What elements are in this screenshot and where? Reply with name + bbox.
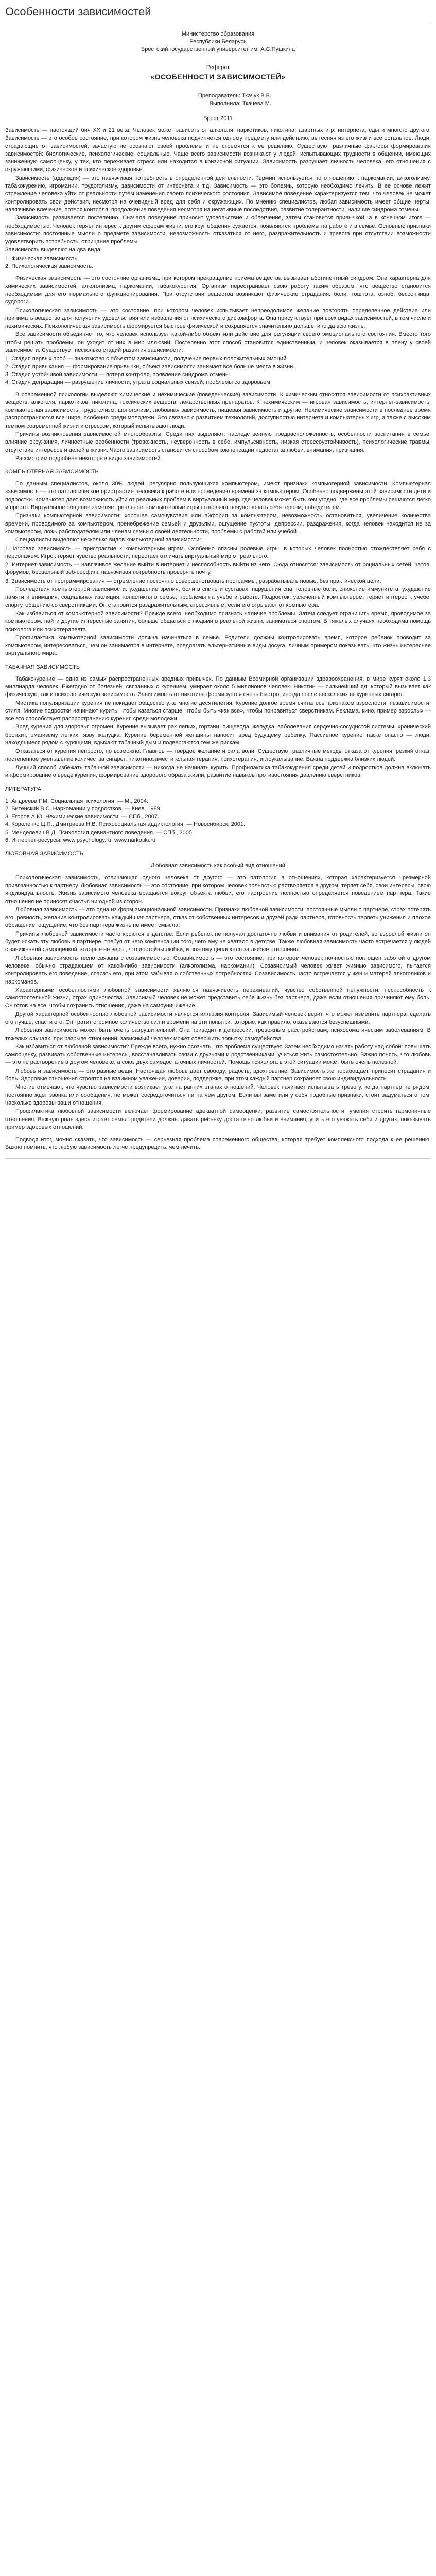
intro-section <box>5 127 431 270</box>
body-paragraph: Физическая зависимость — это состояние организма, при котором прекращение приема вещества вызывает абстинентный синдром. Она характерна для химических зависимостей: алкоголизма, наркомании, табакокурения. Организм перестраивает свою работу таким образом, что вещество становится необходимым для его нормального функционирования. При отсутствии вещества возникают физические страдания: боли, тошнота, озноб, бессонница, судороги. <box>5 275 431 306</box>
ministry-line: Министерство образования <box>181 31 255 37</box>
section-paragraph: 3. Зависимость от программирования — стремление постоянно совершенствовать программы, разрабатывать новые, без практической цели. <box>5 578 381 584</box>
section-paragraph: Любовная зависимость тесно связана с созависимостью. Созависимость — это состояние, при котором человек полностью поглощен заботой о другом человеке, обычно страдающем от какой-либо зависимости (алкоголизма, наркомании). Созависимый человек живет жизнью зависимого, пытается контролировать его поведение, спасать его, при этом забывая о собственных потребностях. Созависимость часто встречается у жен и матерей алкоголиков и наркоманов. <box>5 955 431 985</box>
section-paragraph: Как избавиться от любовной зависимости? Прежде всего, нужно осознать, что проблема существует. Затем необходимо начать работу над собой: повышать самооценку, развивать собственные интересы, восстанавливать связи с друзьями и родственниками, учиться жить самостоятельно. Важно понять, что любовь — это не растворение в другом человеке, а союз двух самодостаточных личностей. Помощь психолога в этой ситуации может быть очень полезной. <box>5 1043 431 1066</box>
teacher-line: Преподаватель: Ткачук В.В. <box>198 93 271 99</box>
section-heading: ТАБАЧНАЯ ЗАВИСИМОСТЬ <box>5 664 80 670</box>
reference-item: 1. Андреева Г.М. Социальная психология. — М., 2004. <box>5 798 148 804</box>
section-heading: ЛИТЕРАТУРА <box>5 786 41 792</box>
section-heading: ЛЮБОВНАЯ ЗАВИСИМОСТЬ <box>5 851 83 857</box>
closing-paragraph: Подводя итог, можно сказать, что зависимость — серьезная проблема современного общества, которая требует комплексного подхода к ее решению. Важно помнить, что любую зависимость легче предупредить, чем лечить. <box>5 1137 431 1151</box>
page-title: Особенности зависимостей <box>5 5 151 18</box>
section-paragraph: Любовная зависимость — это одна из форм эмоциональной зависимости. Признаки любовной зависимости: постоянные мысли о партнере, страх потерять его, ревность, желание контролировать каждый шаг партнера, отказ от собственных интересов и друзей ради партнера, готовность терпеть унижения и плохое обращение, ощущение, что без партнера жизнь не имеет смысла. <box>5 906 431 929</box>
tobacco-addiction-section <box>5 663 431 780</box>
references-section <box>5 785 431 845</box>
reference-item: 2. Битенский В.С. Наркомании у подростков. — Киев, 1989. <box>5 805 162 812</box>
body-paragraph: Психологическая зависимость — это состояние, при котором человек испытывает непреодолимое желание повторять определенное действие или принимать вещество для получения удовольствия или избавления от психического дискомфорта. Она присутствует при всех видах зависимостей, в том числе и нехимических. Психологическая зависимость формируется быстрее физической и сохраняется значительно дольше, иногда всю жизнь. <box>5 307 431 330</box>
body-paragraph: Причины возникновения зависимостей многообразны. Среди них выделяют: наследственную предрасположенность, особенности воспитания в семье, влияние окружения, личностные особенности (тревожность, неуверенность в себе, импульсивность, низкая стрессоустойчивость), психологические травмы, отсутствие интересов и целей в жизни. Часто зависимость становится способом компенсации недостатка любви, внимания, признания. <box>5 431 431 453</box>
intro-paragraph: Зависимость выделяют на два вида: <box>5 247 102 253</box>
body-section-a <box>5 275 431 386</box>
section-paragraph: Профилактика компьютерной зависимости должна начинаться в семье. Родители должны контролировать время, которое ребенок проводит за компьютером, интересоваться, чем он занимается в интернете, предлагать альтернативные виды досуга, личным примером показывать, что жизнь интереснее виртуального мира. <box>5 634 431 657</box>
university-line: Брестский государственный университет им. А.С.Пушкина <box>141 46 295 53</box>
section-subheading: Любовная зависимость как особый вид отношений <box>151 862 285 869</box>
reference-item: 6. Интернет-ресурсы: www.psychology.ru, www.narkotiki.ru <box>5 837 156 844</box>
section-heading: КОМПЬЮТЕРНАЯ ЗАВИСИМОСТЬ <box>5 469 99 476</box>
intro-paragraph: Зависимость развивается постепенно. Сначала поведение приносит удовольствие и облегчение, затем становится привычкой, а в конечном итоге — необходимостью. Человек теряет интерес к другим сферам жизни, его круг общения сужается, появляются проблемы на работе и в семье. Основные признаки зависимости: постоянные мысли о предмете зависимости, невозможность отказаться от него, раздражительность и тревога при отсутствии возможности удовлетворить потребность, отрицание проблемы. <box>5 215 431 245</box>
section-paragraph: Причины любовной зависимости часто кроются в детстве. Если ребенок не получал достаточно любви и внимания от родителей, во взрослой жизни он будет искать эту любовь в партнере, требуя от него компенсации того, чего ему не хватало в детстве. Также любовная зависимость часто встречается у людей с заниженной самооценкой, которые не верят, что достойны любви, и поэтому цепляются за любые отношения. <box>5 930 431 953</box>
section-paragraph: Другой характерной особенностью любовной зависимости является иллюзия контроля. Зависимый человек верит, что может изменить партнера, сделать его лучше, спасти его. Он тратит огромное количество сил и времени на эти попытки, которые, как правило, оказываются безуспешными. <box>5 1011 431 1025</box>
section-paragraph: Последствия компьютерной зависимости: ухудшение зрения, боли в спине и суставах, нарушения сна, головные боли, снижение иммунитета, ухудшение памяти и внимания, социальная изоляция, конфликты в семье, проблемы на учебе и работе. Подросток, увлеченный компьютером, теряет интерес к учебе, спорту, общению со сверстниками. Он становится раздражительным, агрессивным, если его отрывают от компьютера. <box>5 586 431 608</box>
bottom-divider <box>5 1158 431 1159</box>
computer-addiction-section <box>5 468 431 658</box>
doc-type-line: Реферат <box>206 64 230 71</box>
reference-item: 3. Егоров А.Ю. Нехимические зависимости. — СПб., 2007. <box>5 814 160 820</box>
student-line: Выполнила: Ткачева М. <box>209 100 271 107</box>
list-item: 1. Стадия первых проб — знакомство с объектом зависимости, получение первых положительных эмоций. <box>5 355 288 362</box>
section-paragraph: Характерными особенностями любовной зависимости являются навязчивость переживаний, чувство собственной ненужности, неспособность к самостоятельной жизни, страх одиночества. Зависимый человек не может представить себе жизнь без партнера, даже если отношения причиняют ему боль. Он готов на все, чтобы сохранить отношения, даже на самоуничижение. <box>5 987 431 1009</box>
section-paragraph: 1. Игровая зависимость — пристрастие к компьютерным играм. Особенно опасны ролевые игры, в которых человек полностью отождествляет себя с персонажем. Игрок теряет чувство реальности, перестает отличать виртуальный мир от реального. <box>5 545 431 560</box>
section-paragraph: Любовь и зависимость — это разные вещи. Настоящая любовь дает свободу, радость, вдохновение. Зависимость же порабощает, приносит страдания и боль. Здоровые отношения строятся на взаимном уважении, доверии, поддержке, при этом каждый партнер сохраняет свою индивидуальность. <box>5 1067 431 1082</box>
body-paragraph: Все зависимости объединяет то, что человек использует какой-либо объект или действие для регуляции своего эмоционального состояния. Вместо того чтобы решать проблемы, он уходит от них в мир иллюзий. Постепенно этот способ становится единственным, и человек оказывается в плену у своей зависимости. Существует несколько стадий развития зависимости: <box>5 331 431 354</box>
reference-item: 4. Короленко Ц.П., Дмитриева Н.В. Психосоциальная аддиктология. — Новосибирск, 2001. <box>5 821 246 828</box>
section-paragraph: Любовная зависимость может быть очень разрушительной. Она приводит к депрессии, тревожным расстройствам, психосоматическим заболеваниям. В тяжелых случаях, при разрыве отношений, зависимый человек может совершить попытку самоубийства. <box>5 1027 431 1042</box>
list-item: 2. Стадия привыкания — формирование привычки, объект зависимости занимает все больше места в жизни. <box>5 363 295 370</box>
city-year-line: Брест 2011 <box>203 115 233 122</box>
section-paragraph: Профилактика любовной зависимости включает формирование адекватной самооценки, развитие самостоятельности, умения строить гармоничные отношения. Важную роль здесь играет семья: родители должны давать ребенку достаточно любви и внимания, учить его уважать себя и других, показывать пример здоровых отношений. <box>5 1108 431 1130</box>
list-item: 1. Физическая зависимость. <box>5 255 79 262</box>
work-title: «ОСОБЕННОСТИ ЗАВИСИМОСТЕЙ» <box>150 73 286 81</box>
section-paragraph: Признаки компьютерной зависимости: хорошее самочувствие или эйфория за компьютером, невозможность остановиться, увеличение количества времени, проводимого за компьютером, пренебрежение семьей и друзьями, ощущение пустоты, депрессии, раздражения, когда человек находится не за компьютером, ложь работодателям или членам семьи о своей деятельности, проблемы с работой или учебой. <box>5 513 431 535</box>
love-addiction-section <box>5 850 431 1131</box>
section-paragraph: Табакокурение — одна из самых распространенных вредных привычек. По данным Всемирной организации здравоохранения, в мире курят около 1,3 миллиарда человек. Ежегодно от болезней, связанных с курением, умирает около 5 миллионов человек. Никотин — сильнейший яд, который вызывает как физическую, так и психологическую зависимость. Зависимость от никотина формируется очень быстро, иногда после нескольких выкуренных сигарет. <box>5 675 431 698</box>
section-paragraph: 2. Интернет-зависимость — навязчивое желание выйти в интернет и неспособность выйти из него. Сюда относятся: зависимость от социальных сетей, чатов, форумов, бесцельный веб-серфинг, навязчивая потребность проверять почту. <box>5 562 431 576</box>
reference-item: 5. Менделевич В.Д. Психология девиантного поведения. — СПб., 2005. <box>5 829 194 836</box>
list-item: 2. Психологическая зависимость. <box>5 263 94 270</box>
intro-paragraph: Зависимость (аддикция) — это навязчивая потребность в определенной деятельности. Термин используется по отношению к наркомании, алкоголизму, табакокурению, игромании, трудоголизму, зависимости от интернета и т.д. Зависимость — это болезнь, которую необходимо лечить. В ее основе лежит стремление человека уйти от реальности путем изменения своего психического состояния. Зависимое поведение характеризуется тем, что человек не может контролировать свои действия, несмотря на очевидный вред для себя и окружающих. По мнению специалистов, любая зависимость имеет общие черты: навязчивое влечение, потеря контроля, продолжение поведения несмотря на негативные последствия, развитие толерантности, наличие синдрома отмены. <box>5 175 431 213</box>
section-paragraph: Как избавиться от компьютерной зависимости? Прежде всего, необходимо признать наличие проблемы. Затем следует ограничить время, проводимое за компьютером, найти другие интересные занятия, больше общаться с людьми в реальной жизни, заниматься спортом. В тяжелых случаях необходима помощь психолога или психотерапевта. <box>5 610 431 633</box>
section-paragraph: Отказаться от курения непросто, но возможно. Главное — твердое желание и сила воли. Существуют различные методы отказа от курения: резкий отказ, постепенное уменьшение количества сигарет, никотинозаместительная терапия, психотерапия, иглоукалывание. Важна поддержка близких людей. <box>5 748 431 762</box>
section-paragraph: Специалисты выделяют несколько видов компьютерной зависимости: <box>15 537 201 544</box>
section-paragraph: Лучший способ избежать табачной зависимости — никогда не начинать курить. Профилактика табакокурения среди детей и подростков должна включать информирование о вреде курения, формирование здорового образа жизни, развитие навыков противостояния давлению сверстников. <box>5 764 431 779</box>
body-paragraph: Рассмотрим подробнее некоторые виды зависимостей. <box>15 455 162 462</box>
body-section-b <box>5 391 431 463</box>
body-paragraph: В современной психологии выделяют химические и нехимические (поведенческие) зависимости. К химическим относятся зависимости от психоактивных веществ: алкоголя, наркотиков, никотина, токсических веществ, лекарственных препаратов. К нехимическим — игровая зависимость, интернет-зависимость, компьютерная зависимость, трудоголизм, шопоголизм, любовная зависимость, пищевая зависимость и другие. Нехимические зависимости в последнее время распространяются все шире, особенно среди молодежи. Это связано с развитием технологий, доступностью интернета и компьютерных игр, а также с высоким темпом современной жизни и стрессом, который испытывают люди. <box>5 391 431 429</box>
intro-paragraph: Зависимость — настоящий бич XX и 21 века. Человек может зависеть от алкоголя, наркотиков, никотина, азартных игр, интернета, еды и многого другого. Зависимость — это особое состояние, при котором жизнь человека подчиняется одному предмету или действию, вытесняя из его жизни все остальное. Люди, страдающие от зависимостей, зачастую не осознают своей проблемы и не стремятся к ее решению. Существуют различные факторы формирования зависимостей: биологические, психологические, социальные. Чаще всего зависимости возникают у людей, испытывающих трудности в общении, имеющих заниженную самооценку, у тех, кто переживает стресс или находится в кризисной ситуации. Зависимость разрушает личность человека, его отношения с окружающими, физическое и психическое здоровье. <box>5 127 431 173</box>
list-item: 4. Стадия деградации — разрушение личности, утрата социальных связей, проблемы со здоровьем. <box>5 379 272 386</box>
section-paragraph: Многие отмечают, что чувство зависимости возникает уже на ранних этапах отношений. Человек начинает испытывать тревогу, когда партнер не рядом, постоянно ждет звонка или сообщения, не может сосредоточиться ни на чем другом. Если вы заметили у себя подобные признаки, стоит задуматься о том, насколько здоровы ваши отношения. <box>5 1084 431 1106</box>
section-paragraph: По данным специалистов, около 30% людей, регулярно пользующихся компьютером, имеют признаки компьютерной зависимости. Компьютерная зависимость — это патологическое пристрастие человека к работе или проведению времени за компьютером. Особенно подвержены этой зависимости дети и подростки. Компьютер дает возможность уйти от реальных проблем в виртуальный мир, где человек может быть кем угодно, где все проблемы решаются легко и просто. Виртуальное общение заменяет реальное, компьютерные игры позволяют почувствовать себя героем, победителем. <box>5 481 431 511</box>
section-paragraph: Психологическая зависимость, отличающая одного человека от другого — это патология в отношениях, которая характеризуется чрезмерной привязанностью к партнеру. Любовная зависимость — это состояние, при котором человек полностью растворяется в другом, теряет себя, свои интересы, свою индивидуальность. Жизнь зависимого человека вращается вокруг объекта любви, его настроение полностью определяется поведением партнера. Такие отношения не приносят счастья ни одной из сторон. <box>5 874 431 905</box>
section-paragraph: Мистика популяризации курения не покидает общество уже многие десятилетия. Курение долгое время считалось признаком взрослости, независимости, стиля. Многие подростки начинают курить, чтобы казаться старше, чтобы быть «как все», чтобы понравиться сверстникам. Реклама, кино, пример взрослых — все это способствует распространению курения среди молодежи. <box>5 700 431 722</box>
section-paragraph: Вред курения для здоровья огромен. Курение вызывает рак легких, гортани, пищевода, желудка, заболевания сердечно-сосудистой системы, хронический бронхит, эмфизему легких, язву желудка. Курение беременной женщины наносит вред будущему ребенку. Пассивное курение также опасно — люди, находящиеся рядом с курящими, вдыхают табачный дым и подвергаются тем же рискам. <box>5 724 431 747</box>
republic-line: Республики Беларусь <box>189 39 247 45</box>
list-item: 3. Стадия устойчивой зависимости — потеря контроля, появление синдрома отмены. <box>5 371 231 378</box>
